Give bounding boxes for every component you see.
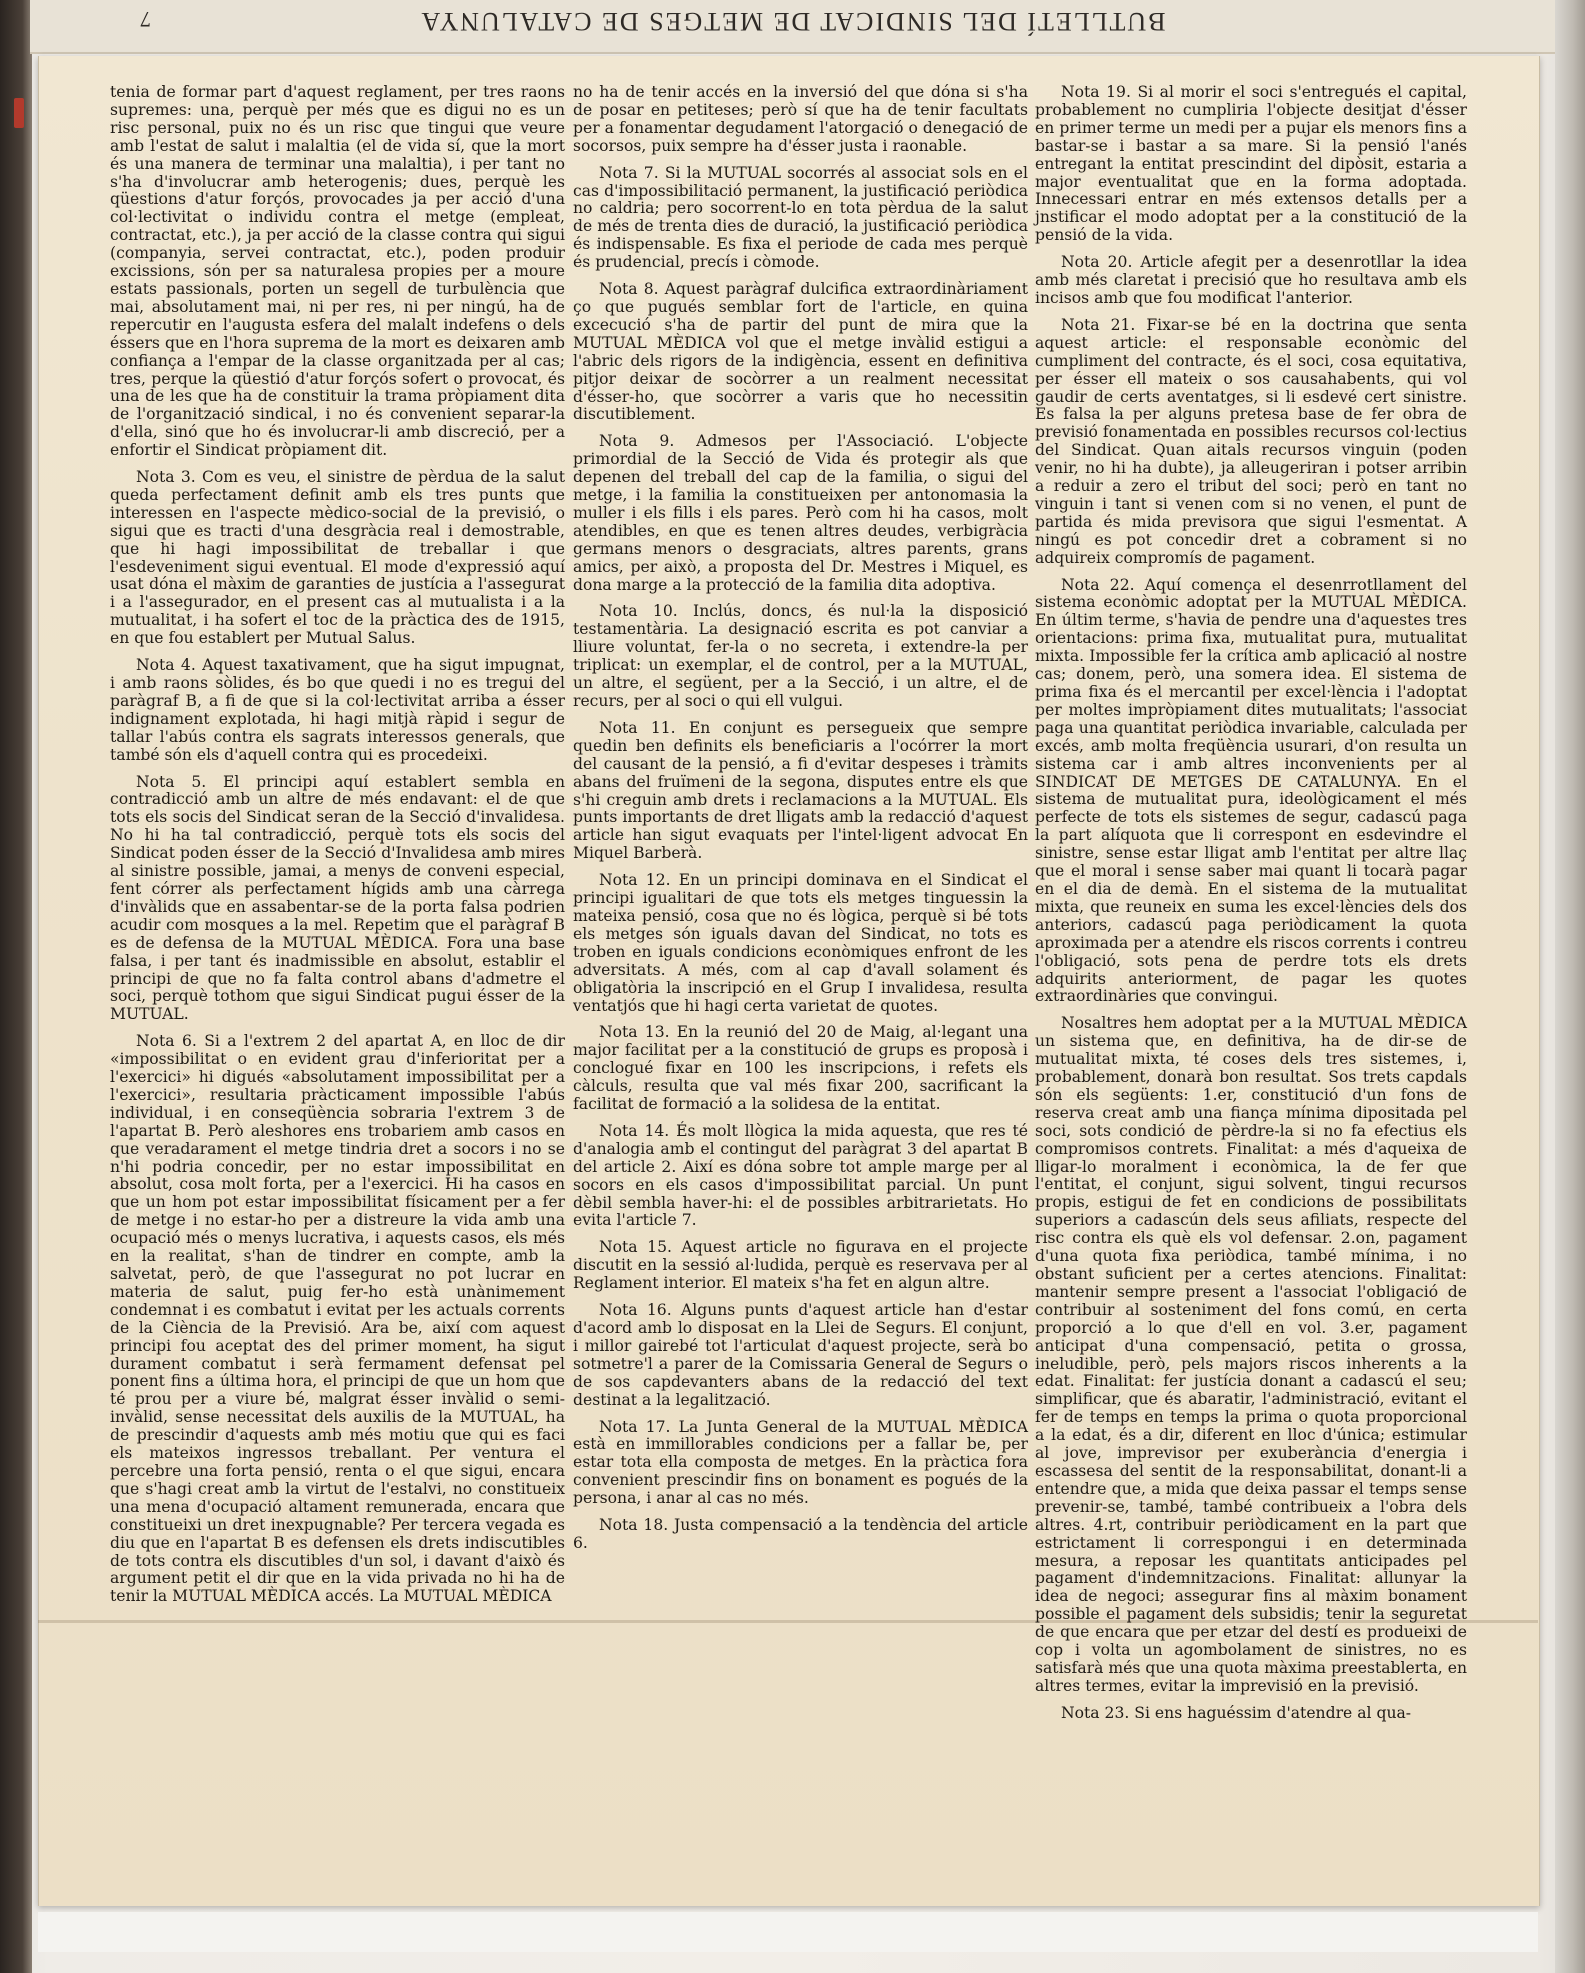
paragraph: no ha de tenir accés en la inversió del que dóna si s'ha de posar en petiteses; però sí que ha de tenir facultats per a fonamentar degudament l'atorgació o denegació de socorsos, puix sempre ha d'ésser justa i raonable. — [573, 83, 1028, 155]
running-title: BUTLLETÍ DEL SINDICAT DE METGES DE CATALUNYA — [419, 7, 1166, 36]
note-22-continued: Nosaltres hem adoptat per a la MUTUAL MÈDICA un sistema que, en definitiva, ha de dir-se de mutualitat mixta, té coses dels tres sistemes, i, probablement, donarà bon resultat. Sos trets capdals són els següents: 1.er, constitució d'un fons de reserva creat amb una fiança mínima dipositada pel soci, sots condició de pèrdre-la si no fa efectius els compromisos contrets. Finalitat: a més d'aqueixa de lligar-lo moralment i econòmica, la de fer que l'entitat, el conjunt, sigui solvent, tingui recursos propis, estigui de fet en condicions de possibilitats superiors a cadascún dels seus afiliats, respecte del risc contra els què els vol defensar. 2.on, pagament d'una quota fixa periòdica, també mínima, i no obstant suficient per a certes atencions. Finalitat: mantenir sempre present a l'associat l'obligació de contribuir al sosteniment del fons comú, en certa proporció a lo que d'ell en vol. 3.er, pagament anticipat d'una compensació, petita o grossa, ineludible, però, pels majors riscos inherents a la edat. Finalitat: fer justícia donant a cadascú el seu; simplificar, que és abaratir, l'administració, evitant el fer de temps en temps la prima o quota proporcional a la edat, és a dir, diferent en lloc d'única; estimular al jove, imprevisor per exuberància d'energia i escassesa del sentit de la responsabilitat, donant-li a entendre que, a mida que deixa passar el temps sense prevenir-se, també, també contribueix a l'obra dels altres. 4.rt, contribuir periòdicament en la part que estrictament li correspongui i en determinada mesura, a reposar les quantitats anticipades pel pagament d'indemnitzacions. Finalitat: allunyar la idea de negoci; assegurar fins al màxim bonament possible el pagament dels subsidis; tenir la seguretat de que encara que per etzar del destí es produeixi de cop i volta un agombolament de sinistres, no es satisfarà més que una quota màxima preestablerta, en altres termes, evitar la imprevisió en la previsió. — [1035, 1014, 1467, 1695]
note-15: Nota 15. Aquest article no figurava en el projecte discutit en la sessió al·ludida, perquè es reservava per al Reglament interior. El mateix s'ha fet en algun altre. — [573, 1238, 1028, 1293]
note-7: Nota 7. Si la MUTUAL socorrés al associat sols en el cas d'impossibilitació permanent, la justificació periòdica no caldria; pero socorrent-lo en tota pèrdua de la salut de més de trenta dies de duració, la justificació periòdica és indispensable. Es fixa el periode de cada mes perquè és prudencial, precís i còmode. — [573, 163, 1028, 272]
note-17: Nota 17. La Junta General de la MUTUAL MÈDICA està en immillorables condicions per a fallar be, per estar tota ella composta de metges. En la pràctica fora convenient prescindir fins on bonament es pogués de la persona, i anar al cas no més. — [573, 1417, 1028, 1508]
note-5: Nota 5. El principi aquí establert sembla en contradicció amb un altre de més endavant: el de que tots els socis del Sindicat seran de la Secció d'invalidesa. No hi ha tal contradicció, perquè tots els socis del Sindicat poden ésser de la Secció d'Invalidesa amb mires al sinistre possible, jamai, a menys de conveni especial, fent córrer als perfectament hígids amb una càrrega d'invàlids que en assabentar-se de la porta falsa podrien acudir com mosques a la mel. Repetim que el paràgraf B es de defensa de la MUTUAL MÈDICA. Fora una base falsa, i per tant és inadmissible en absolut, establir el principi de que no fa falta control abans d'admetre el soci, perquè tothom que sigui Sindicat pugui ésser de la MUTUAL. — [110, 772, 565, 1024]
note-8: Nota 8. Aquest paràgraf dulcifica extraordinàriament ço que pugués semblar fort de l'article, en quina excecució s'ha de partir del punt de mira que la MUTUAL MÈDICA vol que el metge invàlid estigui a l'abric dels rigors de la indigència, essent en definitiva pitjor deixar de socòrrer a un realment necessitat d'ésser-ho, que socòrrer a varis que ho necessitin discutiblement. — [573, 280, 1028, 424]
previous-page-strip — [30, 0, 1555, 54]
note-11: Nota 11. En conjunt es persegueix que sempre quedin ben definits els beneficiaris a l'ocórrer la mort del causant de la pensió, a fi d'evitar despeses i tràmits abans del fruïmeni de la segona, disputes entre els que s'hi creguin amb drets i reclamacions a la MUTUAL. Els punts importants de dret lligats amb la redacció d'aquest article han sigut evaquats per l'intel·ligent advocat En Miquel Barberà. — [573, 718, 1028, 863]
right-edge — [1555, 0, 1585, 1973]
text-column-3 — [1035, 84, 1467, 1732]
note-12: Nota 12. En un principi dominava en el Sindicat el principi igualitari de que tots els metges tinguessin la mateixa pensió, cosa que no és lògica, perquè si bé tots els metges són iguals davan del Sindicat, no tots es troben en iguals condicions econòmiques enfront de les adversitats. A més, com al cap d'avall solament és obligatòria la inscripció en el Grup I invalidesa, resulta ventatjós que hi hagi certa varietat de quotes. — [573, 871, 1028, 1015]
scanner-bed — [38, 1912, 1538, 1952]
note-14: Nota 14. És molt llògica la mida aquesta, que res té d'analogia amb el contingut del paràgrat 3 del apartat B del article 2. Així es dóna sobre tot ample marge per al socors en els casos d'impossibilitat parcial. Un punt dèbil sembla haver-hi: el de possibles arbitrarietats. Ho evita l'article 7. — [573, 1121, 1028, 1230]
note-20: Nota 20. Article afegit per a desenrotllar la idea amb més claretat i precisió que ho resultava amb els incisos amb que fou modificat l'anterior. — [1035, 253, 1467, 307]
red-bookmark-tab — [14, 98, 24, 128]
note-6: Nota 6. Si a l'extrem 2 del apartat A, en lloc de dir «impossibilitat o en evident grau d'inferioritat per a l'exercici» hi digués «absolutament impossibilitat per a l'exercici», resultaria pràcticament impossible l'abús individual, i en conseqüència sobraria l'extrem 3 de l'apartat B. Però aleshores ens trobariem amb casos en que veradarament el metge tindria dret a socors i no se n'hi podria concedir, per no estar impossibilitat en absolut, cosa molt forta, per a l'exercici. Hi ha casos en que un hom pot estar impossibilitat físicament per a fer de metge i no estar-ho per a distreure la vida amb una ocupació més o menys lucrativa, i aquests casos, els més en la realitat, s'han de tindrer en compte, amb la salvetat, però, de que l'assegurat no pot lucrar en materia de salut, puig fer-ho està unànimement condemnat i es combatut i evitat per les actuals corrents de la Ciència de la Previsió. Ara be, així com aquest principi fou aceptat des del primer moment, ha sigut durament combatut i serà fermament defensat pel ponent fins a última hora, el principi de que un hom que té prou per a viure bé, malgrat ésser invàlid o semi-invàlid, sense necessitat dels auxilis de la MUTUAL, ha de prescindir d'aquests amb més motiu que qui es faci els mateixos ingressos treballant. Per ventura el percebre una forta pensió, renta o el que sigui, encara que s'hagi creat amb la virtut de l'estalvi, no constitueix una mena d'ocupació altament remunerada, encara que constitueixi un dret inexpugnable? Per tercera vegada es diu que en l'apartat B es defensen els drets indiscutibles de tots contra els discutibles d'un sol, i davant d'això és argument petit el dir que en la vida privada no hi ha de tenir la MUTUAL MÈDICA accés. La MUTUAL MÈDICA — [110, 1032, 565, 1606]
note-16: Nota 16. Alguns punts d'aquest article han d'estar d'acord amb lo disposat en la Llei de Segurs. El conjunt, i millor gairebé tot l'articulat d'aquest projecte, serà bo sotmetre'l a parer de la Comissaria General de Segurs o de sos capdevanters abans de la redacció del text destinat a la legalització. — [573, 1301, 1028, 1409]
paragraph: tenia de formar part d'aquest reglament, per tres raons supremes: una, perquè per més que es digui no es un risc personal, puix no és un risc que tingui que veure amb l'estat de salut i malaltia (el de vida sí, que la mort és una manera de terminar una malaltia), i per tant no s'ha d'involucrar amb heterogenis; dues, perquè les qüestions d'atur forçós, provocades ja per acció d'una col·lectivitat o individu contra el metge (empleat, contractat, etc.), ja per acció de la classe contra qui sigui (companyia, servei contractat, etc.), poden produir excissions, són per sa naturalesa propies per a moure estats passionals, porten un segell de turbulència que mai, absolutament mai, ni per res, ni per ningú, ha de repercutir en l'augusta esfera del malalt indefens o dels éssers que en l'hora suprema de la mort es deixaren amb confiança a l'empar de la classe organitzada per al cas; tres, perque la qüestió d'atur forçós sofert o provocat, és una de les que ha de constituir la trama pròpiament dita de l'organització sindical, i no és convenient separar-la d'ella, sinó que ho és involucrar-li amb discreció, per a enfortir el Sindicat pròpiament dit. — [110, 83, 565, 460]
note-13: Nota 13. En la reunió del 20 de Maig, al·legant una major facilitat per a la constitució de grups es proposà i conclogué fixar en 100 les inscripcions, i refets els càlculs, resulta que val més fixar 200, sacrificant la facilitat de formació a la solidesa de la entitat. — [573, 1023, 1028, 1114]
note-19: Nota 19. Si al morir el soci s'entregués el capital, probablement no cumpliria l'objecte desitjat d'ésser en primer terme un medi per a pujar els menors fins a bastar-se i bastar a sa mare. Si la pensió l'anés entregant la entitat prescindint del dipòsit, estaria a major eventualitat que en la forma adoptada. Innecessari entrar en més extensos detalls per a jnstificar el modo adoptat per a la constitució de la pensió de la vida. — [1035, 83, 1467, 245]
note-10: Nota 10. Inclús, doncs, és nul·la la disposició testamentària. La designació escrita es pot canviar a lliure voluntat, fer-la o no secreta, i extendre-la per triplicat: un exemplar, el de control, per a la MUTUAL, un altre, el següent, per a la Secció, i un altre, el de recurs, per al soci o qui ell vulgui. — [573, 602, 1028, 710]
note-21: Nota 21. Fixar-se bé en la doctrina que senta aquest article: el responsable econòmic del cumpliment del contracte, és el soci, cosa equitativa, per ésser ell mateix o sos causahabents, qui vol gaudir de certs aventatges, si li esdevé cert sinistre. Es falsa la per alguns pretesa base de fer obra de previsió fonamentada en possibles recursos col·lectius del Sindicat. Quan aitals recursos vinguin (poden venir, no hi ha dubte), ja alleugeriran i potser arribin a reduir a zero el tribut del soci; però en tant no vinguin i tant si venen com si no venen, el punt de partida és mida previsora que sigui l'esmentat. A ningú es pot concedir dret a cobrament si no adquireix compromís de pagament. — [1035, 315, 1467, 567]
binding-edge — [0, 0, 32, 1973]
note-3: Nota 3. Com es veu, el sinistre de pèrdua de la salut queda perfectament definit amb els tres punts que interessen en l'aspecte mèdico-social de la previsió, o sigui que es tracti d'una desgràcia real i demostrable, que hi hagi impossibilitat de treballar i que l'esdeveniment sigui eventual. El mode d'expressió aquí usat dóna el màxim de garanties de justícia a l'assegurat i a l'assegurador, en el present cas al mutualista i a la mutualitat, i ha sofert el toc de la pràctica des de 1915, en que fou establert per Mutual Salus. — [110, 468, 565, 648]
note-9: Nota 9. Admesos per l'Associació. L'objecte primordial de la Secció de Vida és protegir als que depenen del treball del cap de la familia, o sigui del metge, i la familia la constitueixen per antonomasia la muller i els fills i els pares. Però com hi ha casos, molt atendibles, en que es tenen altres deudes, verbigràcia germans menors o desgraciats, altres parents, grans amics, per això, a proposta del Dr. Mestres i Miquel, es dona marge a la protecció de la familia dita adoptiva. — [573, 432, 1028, 594]
note-18: Nota 18. Justa compensació a la tendència del article 6. — [573, 1516, 1028, 1552]
note-22: Nota 22. Aquí comença el desenrrotllament del sistema econòmic adoptat per la MUTUAL MÈDICA. En últim terme, s'havia de pendre una d'aquestes tres orientacions: prima fixa, mutualitat pura, mutualitat mixta. Impossible fer la crítica amb aplicació al nostre cas; donem, però, una somera idea. El sistema de prima fixa és el mercantil per excel·lència i l'adoptat per moltes impròpiament dites mutualitats; l'associat paga una quantitat periòdica invariable, calculada per excés, amb molta freqüència usurari, d'on resulta un sistema car i amb altres inconvenients per al SINDICAT DE METGES DE CATALUNYA. En el sistema de mutualitat pura, ideològicament el més perfecte de tots els sistemes de segur, cadascú paga la part alíquota que li correspont en esdevindre el sinistre, sense estar lligat amb l'entitat per altre llaç que el moral i sense saber mai quant li tocarà pagar en el dia de demà. En el sistema de la mutualitat mixta, que reuneix en suma les excel·lències dels dos anteriors, cadascú paga periòdicament la quota aproximada per a atendre els riscos corrents i contreu l'obligació, sots pena de perdre tots els drets adquirits anteriorment, de pagar les quotes extraordinàries que convingui. — [1035, 575, 1467, 1006]
text-column-1 — [110, 84, 565, 1615]
text-column-2 — [573, 84, 1028, 1562]
note-23: Nota 23. Si ens haguéssim d'atendre al qua- — [1061, 1703, 1412, 1722]
note-4: Nota 4. Aquest taxativament, que ha sigut impugnat, i amb raons sòlides, és bo que quedi i no es tregui del paràgraf B, a fi de que si la col·lectivitat arriba a ésser indignament explotada, hi hagi mitjà ràpid i segur de tallar l'abús contra els sagrats interessos generals, que també són els d'aquell contra qui es procedeixi. — [110, 656, 565, 764]
page-number: 7 — [140, 7, 151, 32]
